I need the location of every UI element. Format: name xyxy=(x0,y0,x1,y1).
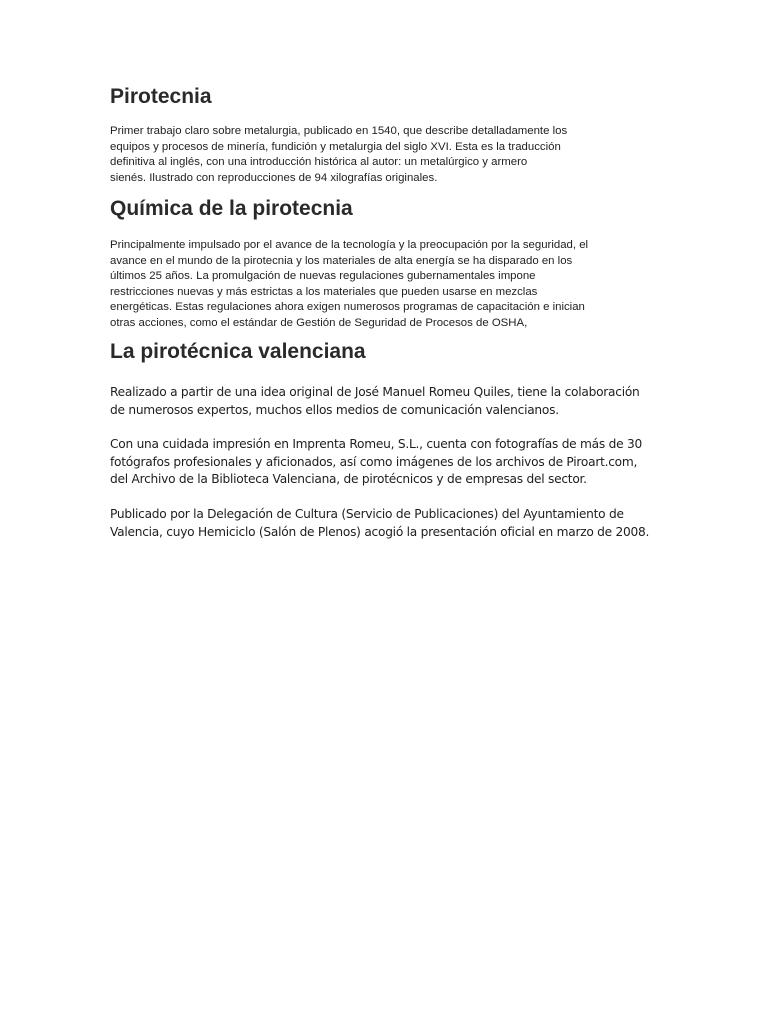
section-title: Química de la pirotecnia xyxy=(110,197,353,220)
section-paragraph: Primer trabajo claro sobre metalurgia, publicado en 1540, que describe detalladamente los equipos y procesos de minería, fundición y metalurgia del siglo XVI. Esta es la traducción definitiva al inglés, con una introducción histórica al autor: un metalúrgico y armero sienés. Ilustrado con reproducciones de 94 xilografías originales. xyxy=(110,125,568,184)
section-paragraph: Publicado por la Delegación de Cultura (Servicio de Publicaciones) del Ayuntamiento de Valencia, cuyo Hemiciclo (Salón de Plenos) acogió la presentación oficial en marzo de 2008. xyxy=(110,506,650,539)
document-page xyxy=(110,84,670,558)
section-title: La pirotécnica valenciana xyxy=(110,340,366,363)
section-paragraph: Con una cuidada impresión en Imprenta Romeu, S.L., cuenta con fotografías de más de 30 fotógrafos profesionales y aficionados, así como imágenes de los archivos de Piroart.com, del Archivo de la Biblioteca Valenciana, de pirotécnicos y de empresas del sector. xyxy=(110,437,642,487)
section-paragraph: Principalmente impulsado por el avance de la tecnología y la preocupación por la seguridad, el avance en el mundo de la pirotecnia y los materiales de alta energía se ha disparado en los últimos 25 años. La promulgación de nuevas regulaciones gubernamentales impone restricciones nuevas y más estrictas a los materiales que pueden usarse en mezclas energéticas. Estas regulaciones ahora exigen numerosos programas de capacitación e inician otras acciones, como el estándar de Gestión de Seguridad de Procesos de OSHA, xyxy=(110,239,589,329)
section-paragraph: Realizado a partir de una idea original de José Manuel Romeu Quiles, tiene la colaboración de numerosos expertos, muchos ellos medios de comunicación valencianos. xyxy=(110,385,640,417)
section-pirotecnia xyxy=(110,84,670,186)
section-title: Pirotecnia xyxy=(110,85,212,108)
section-quimica-pirotecnia xyxy=(110,196,670,331)
section-pirotecnica-valenciana xyxy=(110,339,670,541)
